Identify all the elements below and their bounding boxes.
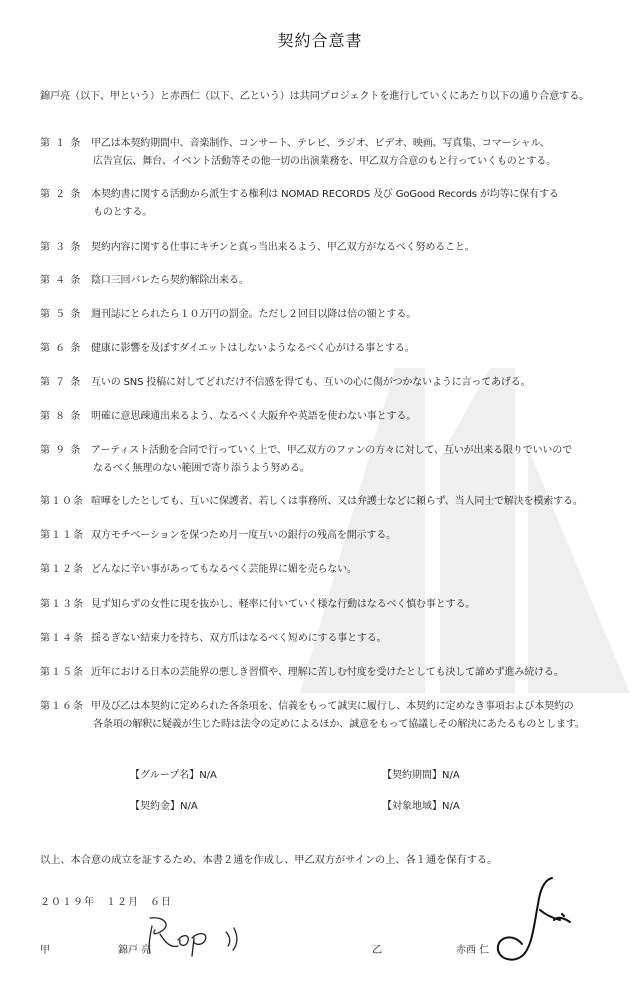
article-text-line: どんなに辛い事があってもなるべく芸能界に媚を売らない。 xyxy=(91,564,357,575)
article-number: 第１４条 xyxy=(40,633,84,644)
article-text-line: なるべく無理のない範囲で寄り添うよう努める。 xyxy=(93,463,310,474)
party-b-signature xyxy=(482,870,592,970)
field-group-name: 【グループ名】N/A xyxy=(130,770,217,781)
article-number: 第 ７ 条 xyxy=(40,377,82,388)
article-number: 第１１条 xyxy=(40,530,84,541)
article-number: 第 ２ 条 xyxy=(40,189,82,200)
article-text-line: 広告宣伝、舞台、イベント活動等その他一切の出演業務を、甲乙双方合意のもと行っていくものとする。 xyxy=(93,156,556,167)
document-title: 契約合意書 xyxy=(277,31,363,50)
party-b-name: 赤西 仁 xyxy=(456,945,490,956)
article-text-line: 喧嘩をしたとしても、互いに保護者、若しくは事務所、又は弁護士などに頼らず、当人同士で解決を模索する。 xyxy=(91,496,583,507)
article-text-line: 健康に影響を及ぼすダイエットはしないようなるべく心がける事とする。 xyxy=(91,343,415,354)
article-text-line: 契約内容に関する仕事にキチンと真っ当出来るよう、甲乙双方がなるべく努めること。 xyxy=(91,242,475,253)
article-text-line: 甲及び乙は本契約に定められた各条項を、信義をもって誠実に履行し、本契約に定めなき事項および本契約の xyxy=(91,701,574,712)
article-text-line: 双方モチベーションを保つため月一度互いの銀行の残高を開示する。 xyxy=(91,530,396,541)
article-text-line: 明確に意思疎通出来るよう、なるべく大阪弁や英語を使わない事とする。 xyxy=(91,411,417,422)
article-text-line: アーティスト活動を合同で行っていく上で、甲乙双方のファンの方々に対して、互いが出来る限りでいいので xyxy=(91,445,572,456)
field-target-region: 【対象地域】N/A xyxy=(382,801,460,812)
article-number: 第 ５ 条 xyxy=(40,309,82,320)
article-number: 第１３条 xyxy=(40,599,84,610)
article-number: 第 １ 条 xyxy=(40,138,82,149)
party-a-label: 甲 xyxy=(40,945,50,956)
article-text-line: ものとする。 xyxy=(93,207,153,218)
article-number: 第 ９ 条 xyxy=(40,445,82,456)
article-text-line: 互いの SNS 投稿に対してどれだけ不信感を得ても、互いの心に傷がつかないように言ってあげる。 xyxy=(91,377,531,388)
field-contract-fee: 【契約金】N/A xyxy=(130,801,198,812)
article-number: 第１６条 xyxy=(40,701,84,712)
article-number: 第１２条 xyxy=(40,564,84,575)
intro-paragraph: 錦戸亮（以下、甲という）と赤西仁（以下、乙という）は共同プロジェクトを進行していくにあたり以下の通り合意する。 xyxy=(40,91,590,102)
logo-watermark xyxy=(300,338,630,698)
article-number: 第 ３ 条 xyxy=(40,242,82,253)
article-text-line: 陰口三回バレたら契約解除出来る。 xyxy=(91,275,249,286)
article-number: 第 ６ 条 xyxy=(40,343,82,354)
field-contract-period: 【契約期間】N/A xyxy=(382,770,460,781)
article-number: 第 ４ 条 xyxy=(40,275,82,286)
article-number: 第１５条 xyxy=(40,667,84,678)
article-text-line: 本契約書に関する活動から派生する権利は NOMAD RECORDS 及び GoGood Records が均等に保有する xyxy=(91,189,559,200)
closing-statement: 以上、本合意の成立を証するため、本書２通を作成し、甲乙双方がサインの上、各１通を保有する。 xyxy=(40,855,498,866)
contract-date: ２０１９年 １２月 ６日 xyxy=(40,897,172,908)
party-b-label: 乙 xyxy=(372,945,382,956)
article-text-line: 甲乙は本契約期間中、音楽制作、コンサート、テレビ、ラジオ、ビデオ、映画、写真集、コマーシャル、 xyxy=(91,138,550,149)
article-text-line: 見ず知らずの女性に現を抜かし、軽率に付いていく様な行動はなるべく慎む事とする。 xyxy=(91,599,476,610)
article-text-line: 週刊誌にとられたら１０万円の罰金。ただし２回目以降は倍の額とする。 xyxy=(91,309,417,320)
article-text-line: 各条項の解釈に疑義が生じた時は法令の定めによるほか、誠意をもって協議しその解決にあたるものとします。 xyxy=(93,719,585,730)
article-number: 第 ８ 条 xyxy=(40,411,82,422)
article-number: 第１０条 xyxy=(40,496,84,507)
article-text-line: 近年における日本の芸能界の悪しき習慣や、理解に苦しむ忖度を受けたとしても決して諦めず進み続ける。 xyxy=(91,667,564,678)
party-a-name: 錦戸 亮 xyxy=(118,945,152,956)
party-a-signature xyxy=(130,908,270,958)
article-text-line: 揺るぎない結束力を持ち、双方爪はなるべく短めにする事とする。 xyxy=(91,633,387,644)
